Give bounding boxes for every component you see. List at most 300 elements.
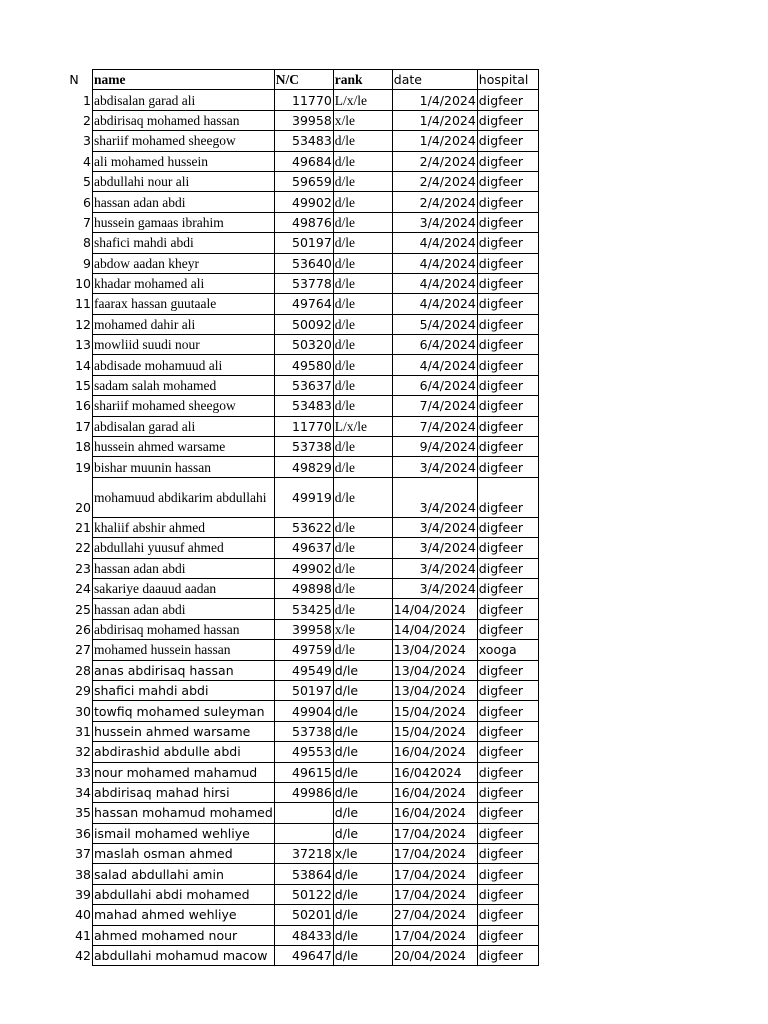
hospital-cell[interactable]: digfeer bbox=[477, 477, 538, 517]
row-number-cell[interactable]: 10 bbox=[75, 276, 91, 292]
rank-cell[interactable]: d/le bbox=[333, 355, 392, 375]
header-hospital[interactable]: hospital bbox=[477, 70, 538, 90]
row-number-cell[interactable]: 4 bbox=[83, 153, 91, 169]
hospital-cell[interactable]: digfeer bbox=[477, 253, 538, 273]
row-number-cell[interactable]: 42 bbox=[75, 948, 91, 964]
row-number-cell[interactable]: 12 bbox=[75, 316, 91, 332]
date-cell[interactable]: 16/042024 bbox=[392, 762, 477, 782]
name-cell[interactable]: hussein gamaas ibrahim bbox=[93, 212, 275, 232]
hospital-cell[interactable]: digfeer bbox=[477, 457, 538, 477]
name-cell[interactable]: hassan mohamud mohamed bbox=[93, 803, 275, 823]
rank-cell[interactable]: d/le bbox=[333, 457, 392, 477]
name-cell[interactable]: nour mohamed mahamud bbox=[93, 762, 275, 782]
table-row bbox=[56, 477, 538, 517]
date-cell[interactable]: 6/4/2024 bbox=[392, 375, 477, 395]
name-cell[interactable]: sadam salah mohamed bbox=[93, 375, 275, 395]
nc-cell[interactable]: 39958 bbox=[274, 619, 333, 639]
name-cell[interactable]: khaliif abshir ahmed bbox=[93, 517, 275, 537]
table-row bbox=[56, 212, 538, 232]
name-cell[interactable]: abdirisaq mahad hirsi bbox=[93, 782, 275, 802]
table-row bbox=[56, 558, 538, 578]
nc-cell[interactable]: 49637 bbox=[274, 538, 333, 558]
date-cell[interactable]: 16/04/2024 bbox=[392, 803, 477, 823]
hospital-cell[interactable]: digfeer bbox=[477, 517, 538, 537]
hospital-cell[interactable]: digfeer bbox=[477, 233, 538, 253]
date-cell[interactable]: 17/04/2024 bbox=[392, 823, 477, 843]
date-cell[interactable]: 2/4/2024 bbox=[392, 192, 477, 212]
rank-cell[interactable]: d/le bbox=[333, 192, 392, 212]
name-cell[interactable]: mahad ahmed wehliye bbox=[93, 905, 275, 925]
spreadsheet-table bbox=[56, 69, 539, 966]
table-row bbox=[56, 823, 538, 843]
name-cell[interactable]: abdullahi yuusuf ahmed bbox=[93, 538, 275, 558]
row-number-cell[interactable]: 39 bbox=[75, 887, 91, 903]
row-number-cell[interactable]: 13 bbox=[75, 337, 91, 353]
date-cell[interactable]: 14/04/2024 bbox=[392, 599, 477, 619]
nc-cell[interactable]: 53640 bbox=[274, 253, 333, 273]
date-cell[interactable]: 5/4/2024 bbox=[392, 314, 477, 334]
row-number-cell[interactable]: 24 bbox=[75, 581, 91, 597]
nc-cell[interactable]: 50197 bbox=[274, 233, 333, 253]
hospital-cell[interactable]: digfeer bbox=[477, 884, 538, 904]
date-cell[interactable]: 2/4/2024 bbox=[392, 151, 477, 171]
hospital-cell[interactable]: digfeer bbox=[477, 558, 538, 578]
name-cell[interactable]: ahmed mohamed nour bbox=[93, 925, 275, 945]
date-cell[interactable]: 4/4/2024 bbox=[392, 355, 477, 375]
nc-cell[interactable]: 53483 bbox=[274, 396, 333, 416]
name-cell[interactable]: faarax hassan guutaale bbox=[93, 294, 275, 314]
rank-cell[interactable]: d/le bbox=[333, 599, 392, 619]
hospital-cell[interactable]: digfeer bbox=[477, 762, 538, 782]
hospital-cell[interactable]: digfeer bbox=[477, 599, 538, 619]
header-date[interactable]: date bbox=[392, 70, 477, 90]
table-row bbox=[56, 151, 538, 171]
nc-cell[interactable]: 50197 bbox=[274, 680, 333, 700]
row-number-cell[interactable]: 33 bbox=[75, 764, 91, 780]
date-cell[interactable]: 1/4/2024 bbox=[392, 131, 477, 151]
hospital-cell[interactable]: digfeer bbox=[477, 437, 538, 457]
hospital-cell[interactable]: digfeer bbox=[477, 823, 538, 843]
rank-cell[interactable]: d/le bbox=[333, 151, 392, 171]
table-row bbox=[56, 335, 538, 355]
table-row bbox=[56, 375, 538, 395]
table-row bbox=[56, 437, 538, 457]
table-body bbox=[56, 70, 538, 966]
row-number-cell[interactable]: 18 bbox=[75, 439, 91, 455]
rank-cell[interactable]: d/le bbox=[333, 701, 392, 721]
row-number-cell[interactable]: 23 bbox=[75, 560, 91, 576]
table-row bbox=[56, 416, 538, 436]
nc-cell[interactable] bbox=[274, 823, 333, 843]
name-cell[interactable]: mohamed hussein hassan bbox=[93, 640, 275, 660]
name-cell[interactable]: hassan adan abdi bbox=[93, 599, 275, 619]
rank-cell[interactable]: d/le bbox=[333, 558, 392, 578]
name-cell[interactable]: bishar muunin hassan bbox=[93, 457, 275, 477]
date-cell[interactable]: 27/04/2024 bbox=[392, 905, 477, 925]
name-cell[interactable]: anas abdirisaq hassan bbox=[93, 660, 275, 680]
nc-cell[interactable]: 11770 bbox=[274, 416, 333, 436]
row-number-cell[interactable]: 3 bbox=[83, 133, 91, 149]
table-row bbox=[56, 273, 538, 293]
name-cell[interactable]: abdullahi nour ali bbox=[93, 171, 275, 191]
hospital-cell[interactable]: digfeer bbox=[477, 946, 538, 966]
name-cell[interactable]: abdirashid abdulle abdi bbox=[93, 742, 275, 762]
rank-cell[interactable]: d/le bbox=[333, 640, 392, 660]
name-cell[interactable]: abdisalan garad ali bbox=[93, 90, 275, 110]
row-number-cell[interactable]: 9 bbox=[83, 255, 91, 271]
nc-cell[interactable]: 49549 bbox=[274, 660, 333, 680]
table-row bbox=[56, 701, 538, 721]
hospital-cell[interactable]: digfeer bbox=[477, 864, 538, 884]
hospital-cell[interactable]: digfeer bbox=[477, 538, 538, 558]
table-row bbox=[56, 742, 538, 762]
hospital-cell[interactable]: digfeer bbox=[477, 273, 538, 293]
date-cell[interactable]: 16/04/2024 bbox=[392, 782, 477, 802]
hospital-cell[interactable]: digfeer bbox=[477, 905, 538, 925]
nc-cell[interactable]: 53622 bbox=[274, 517, 333, 537]
table-row bbox=[56, 110, 538, 130]
name-cell[interactable]: sakariye daauud aadan bbox=[93, 578, 275, 598]
rank-cell[interactable]: d/le bbox=[333, 314, 392, 334]
nc-cell[interactable]: 49553 bbox=[274, 742, 333, 762]
nc-cell[interactable] bbox=[274, 803, 333, 823]
rank-cell[interactable]: d/le bbox=[333, 823, 392, 843]
date-cell[interactable]: 20/04/2024 bbox=[392, 946, 477, 966]
name-cell[interactable]: abdullahi mohamud macow bbox=[93, 946, 275, 966]
name-cell[interactable]: abdisalan garad ali bbox=[93, 416, 275, 436]
hospital-cell[interactable]: digfeer bbox=[477, 416, 538, 436]
date-cell[interactable]: 4/4/2024 bbox=[392, 273, 477, 293]
date-cell[interactable]: 3/4/2024 bbox=[392, 538, 477, 558]
rank-cell[interactable]: d/le bbox=[333, 925, 392, 945]
nc-cell[interactable]: 50122 bbox=[274, 884, 333, 904]
rank-cell[interactable]: d/le bbox=[333, 762, 392, 782]
hospital-cell[interactable]: digfeer bbox=[477, 294, 538, 314]
hospital-cell[interactable]: digfeer bbox=[477, 335, 538, 355]
date-cell[interactable]: 15/04/2024 bbox=[392, 721, 477, 741]
date-cell[interactable]: 17/04/2024 bbox=[392, 864, 477, 884]
rank-cell[interactable]: d/le bbox=[333, 864, 392, 884]
nc-cell[interactable]: 48433 bbox=[274, 925, 333, 945]
hospital-cell[interactable]: digfeer bbox=[477, 375, 538, 395]
row-number-cell[interactable]: 8 bbox=[83, 235, 91, 251]
header-rank[interactable]: rank bbox=[333, 70, 392, 90]
name-cell[interactable]: mohamed dahir ali bbox=[93, 314, 275, 334]
nc-cell[interactable]: 49759 bbox=[274, 640, 333, 660]
nc-cell[interactable]: 49876 bbox=[274, 212, 333, 232]
name-cell[interactable]: hussein ahmed warsame bbox=[93, 721, 275, 741]
hospital-cell[interactable]: digfeer bbox=[477, 925, 538, 945]
date-cell[interactable]: 1/4/2024 bbox=[392, 90, 477, 110]
rank-cell[interactable]: d/le bbox=[333, 884, 392, 904]
rank-cell[interactable]: L/x/le bbox=[333, 416, 392, 436]
name-cell[interactable]: towfiq mohamed suleyman bbox=[93, 701, 275, 721]
date-cell[interactable]: 2/4/2024 bbox=[392, 171, 477, 191]
rank-cell[interactable]: x/le bbox=[333, 110, 392, 130]
table-row bbox=[56, 640, 538, 660]
name-cell[interactable]: hussein ahmed warsame bbox=[93, 437, 275, 457]
nc-cell[interactable]: 11770 bbox=[274, 90, 333, 110]
hospital-cell[interactable]: digfeer bbox=[477, 131, 538, 151]
row-number-cell[interactable]: 16 bbox=[75, 398, 91, 414]
table-row bbox=[56, 131, 538, 151]
table-row bbox=[56, 233, 538, 253]
name-cell[interactable]: abdullahi abdi mohamed bbox=[93, 884, 275, 904]
nc-cell[interactable]: 53738 bbox=[274, 437, 333, 457]
nc-cell[interactable]: 37218 bbox=[274, 844, 333, 864]
date-cell[interactable]: 3/4/2024 bbox=[392, 517, 477, 537]
row-number-cell[interactable]: 40 bbox=[75, 907, 91, 923]
hospital-cell[interactable]: digfeer bbox=[477, 171, 538, 191]
hospital-cell[interactable]: digfeer bbox=[477, 803, 538, 823]
row-number-cell[interactable]: 17 bbox=[75, 418, 91, 434]
rank-cell[interactable]: d/le bbox=[333, 131, 392, 151]
date-cell[interactable]: 13/04/2024 bbox=[392, 660, 477, 680]
name-cell[interactable]: ali mohamed hussein bbox=[93, 151, 275, 171]
row-number-cell[interactable]: 38 bbox=[75, 866, 91, 882]
date-cell[interactable]: 4/4/2024 bbox=[392, 253, 477, 273]
hospital-cell[interactable]: digfeer bbox=[477, 90, 538, 110]
row-number-cell[interactable]: 15 bbox=[75, 378, 91, 394]
table-row bbox=[56, 762, 538, 782]
table-row bbox=[56, 457, 538, 477]
date-cell[interactable]: 3/4/2024 bbox=[392, 477, 477, 517]
name-cell[interactable]: shariif mohamed sheegow bbox=[93, 396, 275, 416]
nc-cell[interactable]: 49902 bbox=[274, 192, 333, 212]
row-number-cell[interactable]: 19 bbox=[75, 459, 91, 475]
row-number-cell[interactable]: 30 bbox=[75, 703, 91, 719]
table-row bbox=[56, 171, 538, 191]
table-row bbox=[56, 599, 538, 619]
hospital-cell[interactable]: digfeer bbox=[477, 578, 538, 598]
table-row bbox=[56, 517, 538, 537]
rank-cell[interactable]: x/le bbox=[333, 619, 392, 639]
table-row bbox=[56, 619, 538, 639]
date-cell[interactable]: 7/4/2024 bbox=[392, 416, 477, 436]
row-number-cell[interactable]: 7 bbox=[83, 214, 91, 230]
nc-cell[interactable]: 49904 bbox=[274, 701, 333, 721]
rank-cell[interactable]: d/le bbox=[333, 538, 392, 558]
nc-cell[interactable]: 49615 bbox=[274, 762, 333, 782]
date-cell[interactable]: 4/4/2024 bbox=[392, 233, 477, 253]
name-cell[interactable]: shafici mahdi abdi bbox=[93, 680, 275, 700]
nc-cell[interactable]: 49764 bbox=[274, 294, 333, 314]
date-cell[interactable]: 17/04/2024 bbox=[392, 844, 477, 864]
table-row bbox=[56, 844, 538, 864]
table-row bbox=[56, 946, 538, 966]
rank-cell[interactable]: d/le bbox=[333, 375, 392, 395]
date-cell[interactable]: 3/4/2024 bbox=[392, 578, 477, 598]
rank-cell[interactable]: d/le bbox=[333, 396, 392, 416]
rank-cell[interactable]: d/le bbox=[333, 782, 392, 802]
date-cell[interactable]: 17/04/2024 bbox=[392, 884, 477, 904]
table-row bbox=[56, 253, 538, 273]
table-row bbox=[56, 355, 538, 375]
rank-cell[interactable]: L/x/le bbox=[333, 90, 392, 110]
row-number-cell[interactable]: 14 bbox=[75, 357, 91, 373]
hospital-cell[interactable]: digfeer bbox=[477, 742, 538, 762]
rank-cell[interactable]: d/le bbox=[333, 721, 392, 741]
row-number-cell[interactable]: 25 bbox=[75, 601, 91, 617]
hospital-cell[interactable]: digfeer bbox=[477, 355, 538, 375]
rank-cell[interactable]: d/le bbox=[333, 578, 392, 598]
name-cell[interactable]: abdirisaq mohamed hassan bbox=[93, 110, 275, 130]
nc-cell[interactable]: 59659 bbox=[274, 171, 333, 191]
nc-cell[interactable]: 50201 bbox=[274, 905, 333, 925]
rank-cell[interactable]: d/le bbox=[333, 171, 392, 191]
nc-cell[interactable]: 53738 bbox=[274, 721, 333, 741]
header-name[interactable]: name bbox=[93, 70, 275, 90]
date-cell[interactable]: 7/4/2024 bbox=[392, 396, 477, 416]
table-row bbox=[56, 660, 538, 680]
nc-cell[interactable]: 53778 bbox=[274, 273, 333, 293]
table-row bbox=[56, 192, 538, 212]
nc-cell[interactable]: 49902 bbox=[274, 558, 333, 578]
row-number-cell[interactable]: 6 bbox=[83, 194, 91, 210]
date-cell[interactable]: 17/04/2024 bbox=[392, 925, 477, 945]
row-number-cell[interactable]: 5 bbox=[83, 174, 91, 190]
table-row bbox=[56, 782, 538, 802]
nc-cell[interactable]: 49580 bbox=[274, 355, 333, 375]
row-number-cell[interactable]: 41 bbox=[75, 927, 91, 943]
row-number-cell[interactable]: 29 bbox=[75, 683, 91, 699]
hospital-cell[interactable]: digfeer bbox=[477, 151, 538, 171]
rank-cell[interactable]: d/le bbox=[333, 335, 392, 355]
rank-cell[interactable]: d/le bbox=[333, 477, 392, 517]
name-cell[interactable]: salad abdullahi amin bbox=[93, 864, 275, 884]
hospital-cell[interactable]: digfeer bbox=[477, 782, 538, 802]
date-cell[interactable]: 3/4/2024 bbox=[392, 212, 477, 232]
date-cell[interactable]: 9/4/2024 bbox=[392, 437, 477, 457]
nc-cell[interactable]: 53425 bbox=[274, 599, 333, 619]
hospital-cell[interactable]: digfeer bbox=[477, 680, 538, 700]
row-number-cell[interactable]: 27 bbox=[75, 642, 91, 658]
date-cell[interactable]: 6/4/2024 bbox=[392, 335, 477, 355]
rank-cell[interactable]: d/le bbox=[333, 946, 392, 966]
row-number-cell[interactable]: 31 bbox=[75, 723, 91, 739]
rank-cell[interactable]: d/le bbox=[333, 803, 392, 823]
hospital-cell[interactable]: xooga bbox=[477, 640, 538, 660]
table-row bbox=[56, 396, 538, 416]
date-cell[interactable]: 15/04/2024 bbox=[392, 701, 477, 721]
name-cell[interactable]: ismail mohamed wehliye bbox=[93, 823, 275, 843]
nc-cell[interactable]: 53864 bbox=[274, 864, 333, 884]
row-number-cell[interactable]: 1 bbox=[83, 92, 91, 108]
name-cell[interactable]: shariif mohamed sheegow bbox=[93, 131, 275, 151]
hospital-cell[interactable]: digfeer bbox=[477, 396, 538, 416]
name-cell[interactable]: abdisade mohamuud ali bbox=[93, 355, 275, 375]
table-row bbox=[56, 721, 538, 741]
date-cell[interactable]: 4/4/2024 bbox=[392, 294, 477, 314]
row-number-cell[interactable]: 32 bbox=[75, 744, 91, 760]
date-cell[interactable]: 13/04/2024 bbox=[392, 640, 477, 660]
row-number-cell[interactable]: 26 bbox=[75, 621, 91, 637]
hospital-cell[interactable]: digfeer bbox=[477, 701, 538, 721]
hospital-cell[interactable]: digfeer bbox=[477, 721, 538, 741]
date-cell[interactable]: 1/4/2024 bbox=[392, 110, 477, 130]
rank-cell[interactable]: d/le bbox=[333, 517, 392, 537]
hospital-cell[interactable]: digfeer bbox=[477, 660, 538, 680]
rank-cell[interactable]: d/le bbox=[333, 253, 392, 273]
name-cell[interactable]: maslah osman ahmed bbox=[93, 844, 275, 864]
name-cell[interactable]: abdirisaq mohamed hassan bbox=[93, 619, 275, 639]
rank-cell[interactable]: d/le bbox=[333, 437, 392, 457]
rank-cell[interactable]: d/le bbox=[333, 660, 392, 680]
hospital-cell[interactable]: digfeer bbox=[477, 844, 538, 864]
table-row bbox=[56, 90, 538, 110]
rank-cell[interactable]: d/le bbox=[333, 233, 392, 253]
nc-cell[interactable]: 49647 bbox=[274, 946, 333, 966]
row-number-cell[interactable]: 28 bbox=[75, 662, 91, 678]
table-row bbox=[56, 864, 538, 884]
table-row bbox=[56, 905, 538, 925]
nc-cell[interactable]: 50092 bbox=[274, 314, 333, 334]
header-row bbox=[56, 70, 538, 90]
row-number-cell[interactable]: 20 bbox=[75, 500, 91, 516]
nc-cell[interactable]: 50320 bbox=[274, 335, 333, 355]
nc-cell[interactable]: 49986 bbox=[274, 782, 333, 802]
row-number-cell[interactable]: 2 bbox=[83, 112, 91, 128]
table-row bbox=[56, 925, 538, 945]
name-cell[interactable]: mohamuud abdikarim abdullahi bbox=[93, 477, 275, 517]
hospital-cell[interactable]: digfeer bbox=[477, 110, 538, 130]
row-number-cell[interactable]: 21 bbox=[75, 520, 91, 535]
nc-cell[interactable]: 53483 bbox=[274, 131, 333, 151]
nc-cell[interactable]: 49919 bbox=[274, 477, 333, 517]
date-cell[interactable]: 14/04/2024 bbox=[392, 619, 477, 639]
header-n[interactable]: N bbox=[69, 72, 79, 88]
rank-cell[interactable]: x/le bbox=[333, 844, 392, 864]
hospital-cell[interactable]: digfeer bbox=[477, 314, 538, 334]
date-cell[interactable]: 16/04/2024 bbox=[392, 742, 477, 762]
date-cell[interactable]: 3/4/2024 bbox=[392, 457, 477, 477]
header-nc[interactable]: N/C bbox=[274, 70, 333, 90]
hospital-cell[interactable]: digfeer bbox=[477, 192, 538, 212]
row-number-cell[interactable]: 11 bbox=[75, 296, 91, 312]
table-row bbox=[56, 578, 538, 598]
rank-cell[interactable]: d/le bbox=[333, 742, 392, 762]
name-cell[interactable]: shafici mahdi abdi bbox=[93, 233, 275, 253]
nc-cell[interactable]: 49898 bbox=[274, 578, 333, 598]
rank-cell[interactable]: d/le bbox=[333, 212, 392, 232]
table-row bbox=[56, 680, 538, 700]
nc-cell[interactable]: 53637 bbox=[274, 375, 333, 395]
date-cell[interactable]: 13/04/2024 bbox=[392, 680, 477, 700]
row-number-cell[interactable]: 35 bbox=[75, 805, 91, 821]
row-number-cell[interactable]: 22 bbox=[75, 540, 91, 556]
date-cell[interactable]: 3/4/2024 bbox=[392, 558, 477, 578]
table-row bbox=[56, 803, 538, 823]
name-cell[interactable]: hassan adan abdi bbox=[93, 558, 275, 578]
name-cell[interactable]: hassan adan abdi bbox=[93, 192, 275, 212]
row-number-cell[interactable]: 37 bbox=[75, 846, 91, 862]
rank-cell[interactable]: d/le bbox=[333, 905, 392, 925]
nc-cell[interactable]: 49684 bbox=[274, 151, 333, 171]
rank-cell[interactable]: d/le bbox=[333, 294, 392, 314]
rank-cell[interactable]: d/le bbox=[333, 680, 392, 700]
nc-cell[interactable]: 49829 bbox=[274, 457, 333, 477]
name-cell[interactable]: mowliid suudi nour bbox=[93, 335, 275, 355]
table-row bbox=[56, 294, 538, 314]
row-number-cell[interactable]: 34 bbox=[75, 785, 91, 801]
hospital-cell[interactable]: digfeer bbox=[477, 619, 538, 639]
name-cell[interactable]: abdow aadan kheyr bbox=[93, 253, 275, 273]
row-number-cell[interactable]: 36 bbox=[75, 825, 91, 841]
nc-cell[interactable]: 39958 bbox=[274, 110, 333, 130]
rank-cell[interactable]: d/le bbox=[333, 273, 392, 293]
hospital-cell[interactable]: digfeer bbox=[477, 212, 538, 232]
name-cell[interactable]: khadar mohamed ali bbox=[93, 273, 275, 293]
